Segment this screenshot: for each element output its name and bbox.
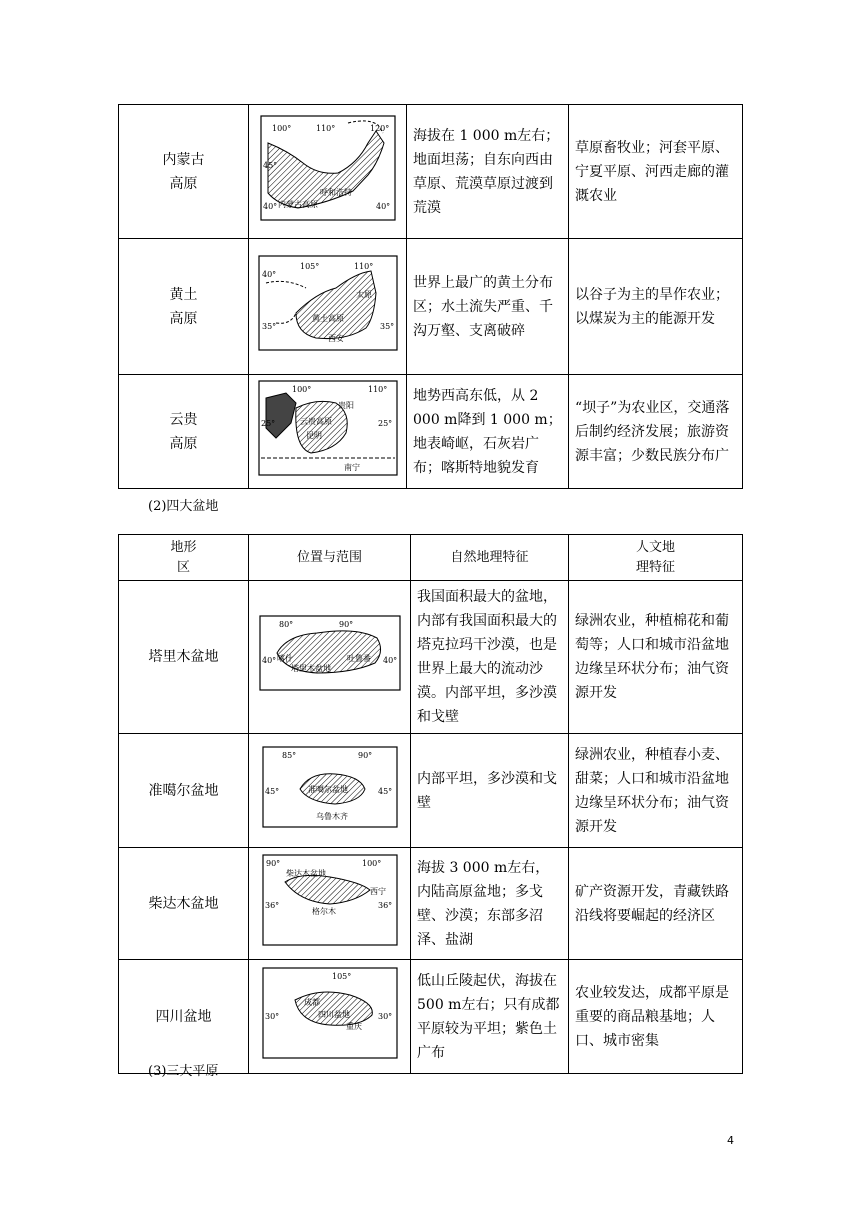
latitude-label: 36° (264, 900, 279, 910)
region-name: 四川盆地 (119, 960, 249, 1074)
table-row (119, 105, 743, 239)
map-tarim (257, 613, 403, 693)
city-label: 乌鲁木齐 (315, 811, 348, 821)
longitude-label: 120° (369, 123, 389, 133)
human-text: 绿洲农业，种植春小麦、甜菜；人口和城市沿盆地边缘呈环状分布；油气资源开发 (569, 734, 743, 848)
plateau-table (118, 104, 743, 489)
region-name: 内蒙古 高原 (119, 105, 249, 239)
longitude-label: 105° (299, 261, 319, 271)
map-inner-mongolia (258, 113, 398, 223)
longitude-label: 110° (367, 384, 387, 394)
longitude-label: 90° (338, 620, 353, 629)
region-name: 柴达木盆地 (119, 848, 249, 960)
latitude-label: 30° (264, 1011, 279, 1021)
map-junggar (260, 744, 400, 830)
region-label: 柴达木盆地 (285, 868, 326, 878)
region-label: 云贵高原 (299, 416, 332, 426)
latitude-label: 30° (377, 1011, 392, 1021)
nature-text: 地势西高东低，从 2 000 m降到 1 000 m；地表崎岖，石灰岩广布；喀斯特地貌发育 (407, 375, 569, 489)
longitude-label: 100° (361, 858, 381, 868)
column-header: 位置与范围 (249, 535, 411, 581)
city-label: 格尔木 (311, 906, 336, 916)
table-row (119, 848, 743, 960)
human-text: 绿洲农业，种植棉花和葡萄等；人口和城市沿盆地边缘呈环状分布；油气资源开发 (569, 581, 743, 734)
city-label: 昆明 (305, 430, 322, 440)
city-label: 南宁 (343, 462, 360, 472)
column-header: 人文地 理特征 (569, 535, 743, 581)
section-caption: (2)四大盆地 (148, 499, 219, 514)
longitude-label: 100° (291, 384, 311, 394)
latitude-label: 45° (264, 786, 279, 796)
region-label: 四川盆地 (317, 1009, 350, 1019)
latitude-label: 45° (262, 160, 277, 170)
nature-text: 低山丘陵起伏，海拔在 500 m左右；只有成都平原较为平坦；紫色土广布 (411, 960, 569, 1074)
map-cell (249, 734, 411, 848)
region-name: 准噶尔盆地 (119, 734, 249, 848)
map-cell (249, 960, 411, 1074)
human-text: 以谷子为主的旱作农业；以煤炭为主的能源开发 (569, 239, 743, 375)
latitude-label: 40° (382, 656, 397, 665)
city-label: 贵阳 (337, 400, 354, 410)
city-label: 西安 (327, 333, 344, 343)
table-row (119, 581, 743, 734)
region-label: 塔里木盆地 (290, 664, 331, 673)
nature-text: 海拔 3 000 m左右，内陆高原盆地；多戈壁、沙漠；东部多沼泽、盐湖 (411, 848, 569, 960)
human-text: 农业较发达，成都平原是重要的商品粮基地；人口、城市密集 (569, 960, 743, 1074)
map-cell (249, 581, 411, 734)
basin-table (118, 534, 743, 1074)
latitude-label: 36° (377, 900, 392, 910)
human-text: “坝子”为农业区，交通落后制约经济发展；旅游资源丰富；少数民族分布广 (569, 375, 743, 489)
map-cell (249, 848, 411, 960)
city-label: 重庆 (345, 1021, 362, 1031)
column-header: 自然地理特征 (411, 535, 569, 581)
region-label: 黄土高原 (311, 313, 344, 323)
table-row (119, 960, 743, 1074)
longitude-label: 90° (265, 858, 280, 868)
latitude-label: 25° (377, 418, 392, 428)
table-row (119, 734, 743, 848)
latitude-label: 40° (261, 656, 276, 665)
latitude-label: 35° (261, 321, 276, 331)
latitude-label: 45° (377, 786, 392, 796)
map-cell (249, 375, 407, 489)
longitude-label: 110° (315, 123, 335, 133)
page-number: 4 (727, 1134, 734, 1147)
region-name: 塔里木盆地 (119, 581, 249, 734)
column-header: 地形 区 (119, 535, 249, 581)
longitude-label: 90° (357, 750, 372, 760)
map-cell (249, 105, 407, 239)
longitude-label: 100° (271, 123, 291, 133)
table-row (119, 239, 743, 375)
city-label: 吐鲁番 (346, 654, 371, 663)
nature-text: 海拔在 1 000 m左右；地面坦荡；自东向西由草原、荒漠草原过渡到荒漠 (407, 105, 569, 239)
region-name: 黄土 高原 (119, 239, 249, 375)
map-cell (249, 239, 407, 375)
nature-text: 内部平坦，多沙漠和戈壁 (411, 734, 569, 848)
latitude-label: 25° (260, 418, 275, 428)
table-row (119, 375, 743, 489)
table-header-row (119, 535, 743, 581)
city-label: 西宁 (369, 886, 386, 896)
city-label: 喀什 (276, 654, 293, 663)
section-caption: (3)三大平原 (148, 1064, 219, 1079)
region-label: 准噶尔盆地 (307, 784, 348, 794)
latitude-label: 35° (379, 321, 394, 331)
region-name: 云贵 高原 (119, 375, 249, 489)
latitude-label: 40° (375, 201, 390, 211)
human-text: 矿产资源开发，青藏铁路沿线将要崛起的经济区 (569, 848, 743, 960)
nature-text: 世界上最广的黄土分布区；水土流失严重、千沟万壑、支离破碎 (407, 239, 569, 375)
city-label: 呼和浩特 (319, 187, 352, 197)
region-label: 内蒙古高原 (277, 199, 318, 209)
latitude-label: 40° (262, 201, 277, 211)
human-text: 草原畜牧业；河套平原、宁夏平原、河西走廊的灌溉农业 (569, 105, 743, 239)
longitude-label: 110° (353, 261, 373, 271)
longitude-label: 85° (281, 750, 296, 760)
map-sichuan (260, 965, 400, 1061)
map-loess (256, 253, 400, 353)
latitude-label: 40° (261, 269, 276, 279)
map-yungui (256, 378, 400, 478)
nature-text: 我国面积最大的盆地，内部有我国面积最大的塔克拉玛干沙漠，也是世界上最大的流动沙漠。内部平坦，多沙漠和戈壁 (411, 581, 569, 734)
longitude-label: 80° (278, 620, 293, 629)
city-label: 成都 (303, 997, 320, 1007)
longitude-label: 105° (331, 971, 351, 981)
city-label: 太原 (355, 289, 372, 299)
map-qaidam (260, 852, 400, 948)
